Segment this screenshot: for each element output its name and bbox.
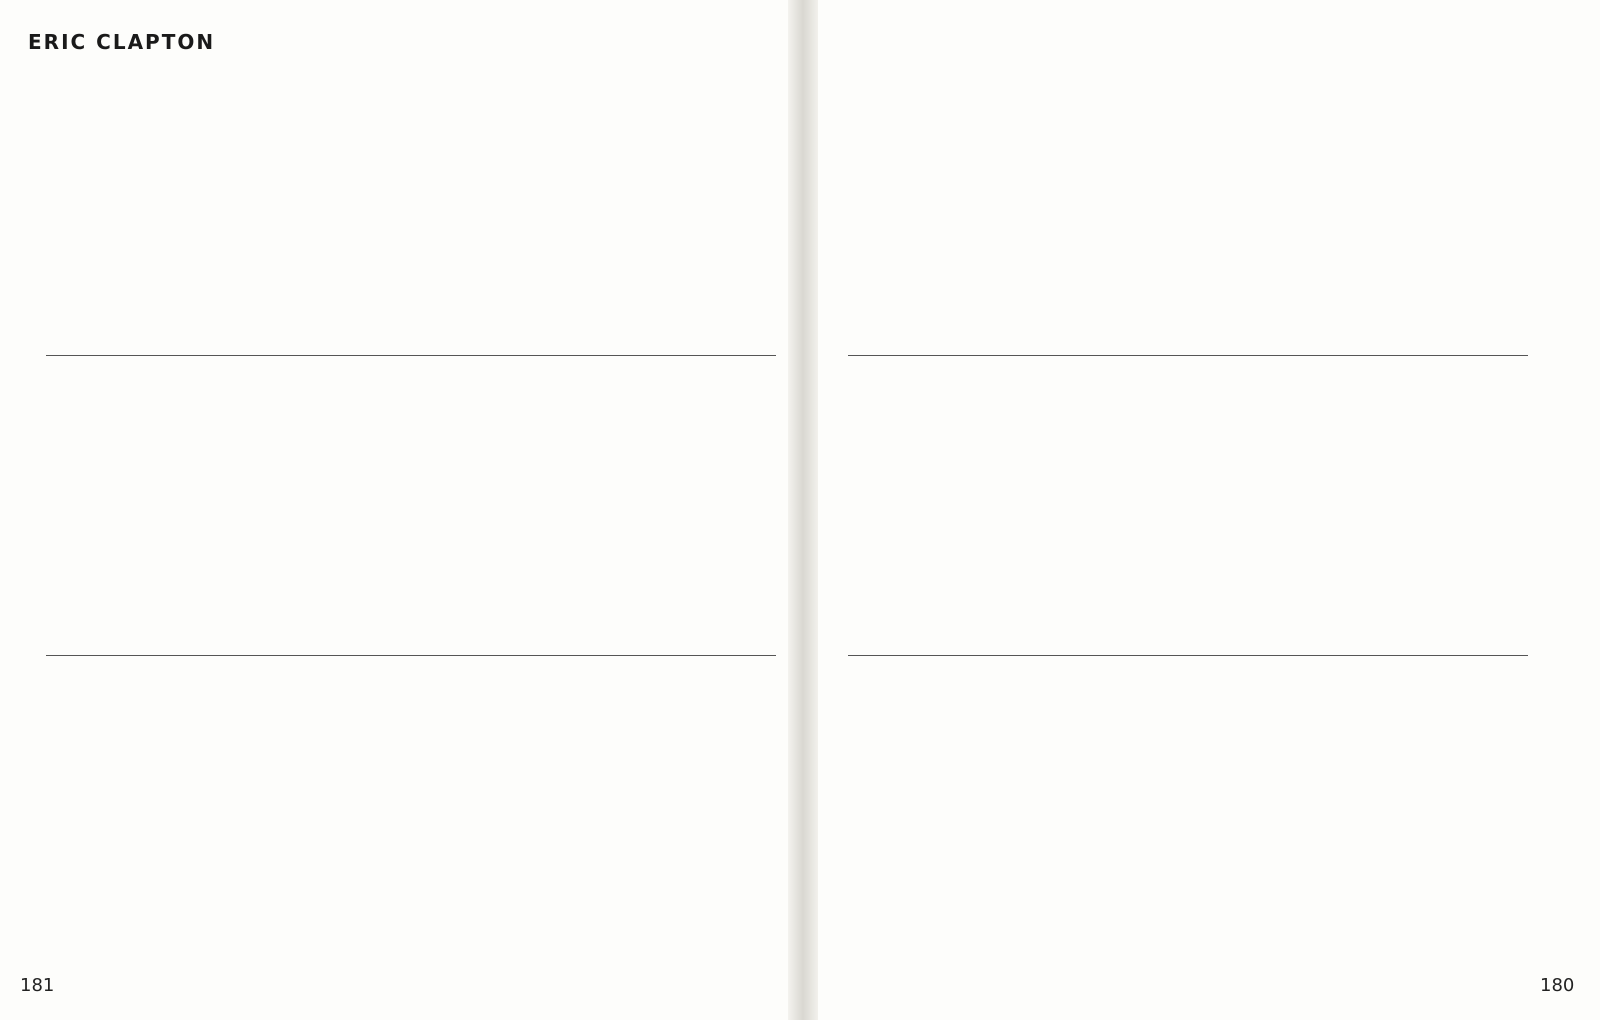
right-page-number: 180 bbox=[1540, 975, 1575, 996]
left-bottom-text-block bbox=[50, 668, 766, 954]
right-divider-bottom bbox=[848, 655, 1528, 656]
right-top-text-block bbox=[852, 66, 1516, 346]
left-divider-top bbox=[46, 355, 776, 356]
left-top-text-block bbox=[50, 68, 766, 346]
right-middle-text-block bbox=[852, 366, 1516, 646]
right-divider-top bbox=[848, 355, 1528, 356]
right-bottom-text-block bbox=[852, 668, 1516, 954]
book-gutter bbox=[788, 0, 818, 1020]
left-divider-bottom bbox=[46, 655, 776, 656]
left-page-number: 181 bbox=[20, 975, 55, 996]
running-head: ERIC CLAPTON bbox=[28, 30, 216, 54]
left-middle-text-block bbox=[50, 366, 766, 646]
